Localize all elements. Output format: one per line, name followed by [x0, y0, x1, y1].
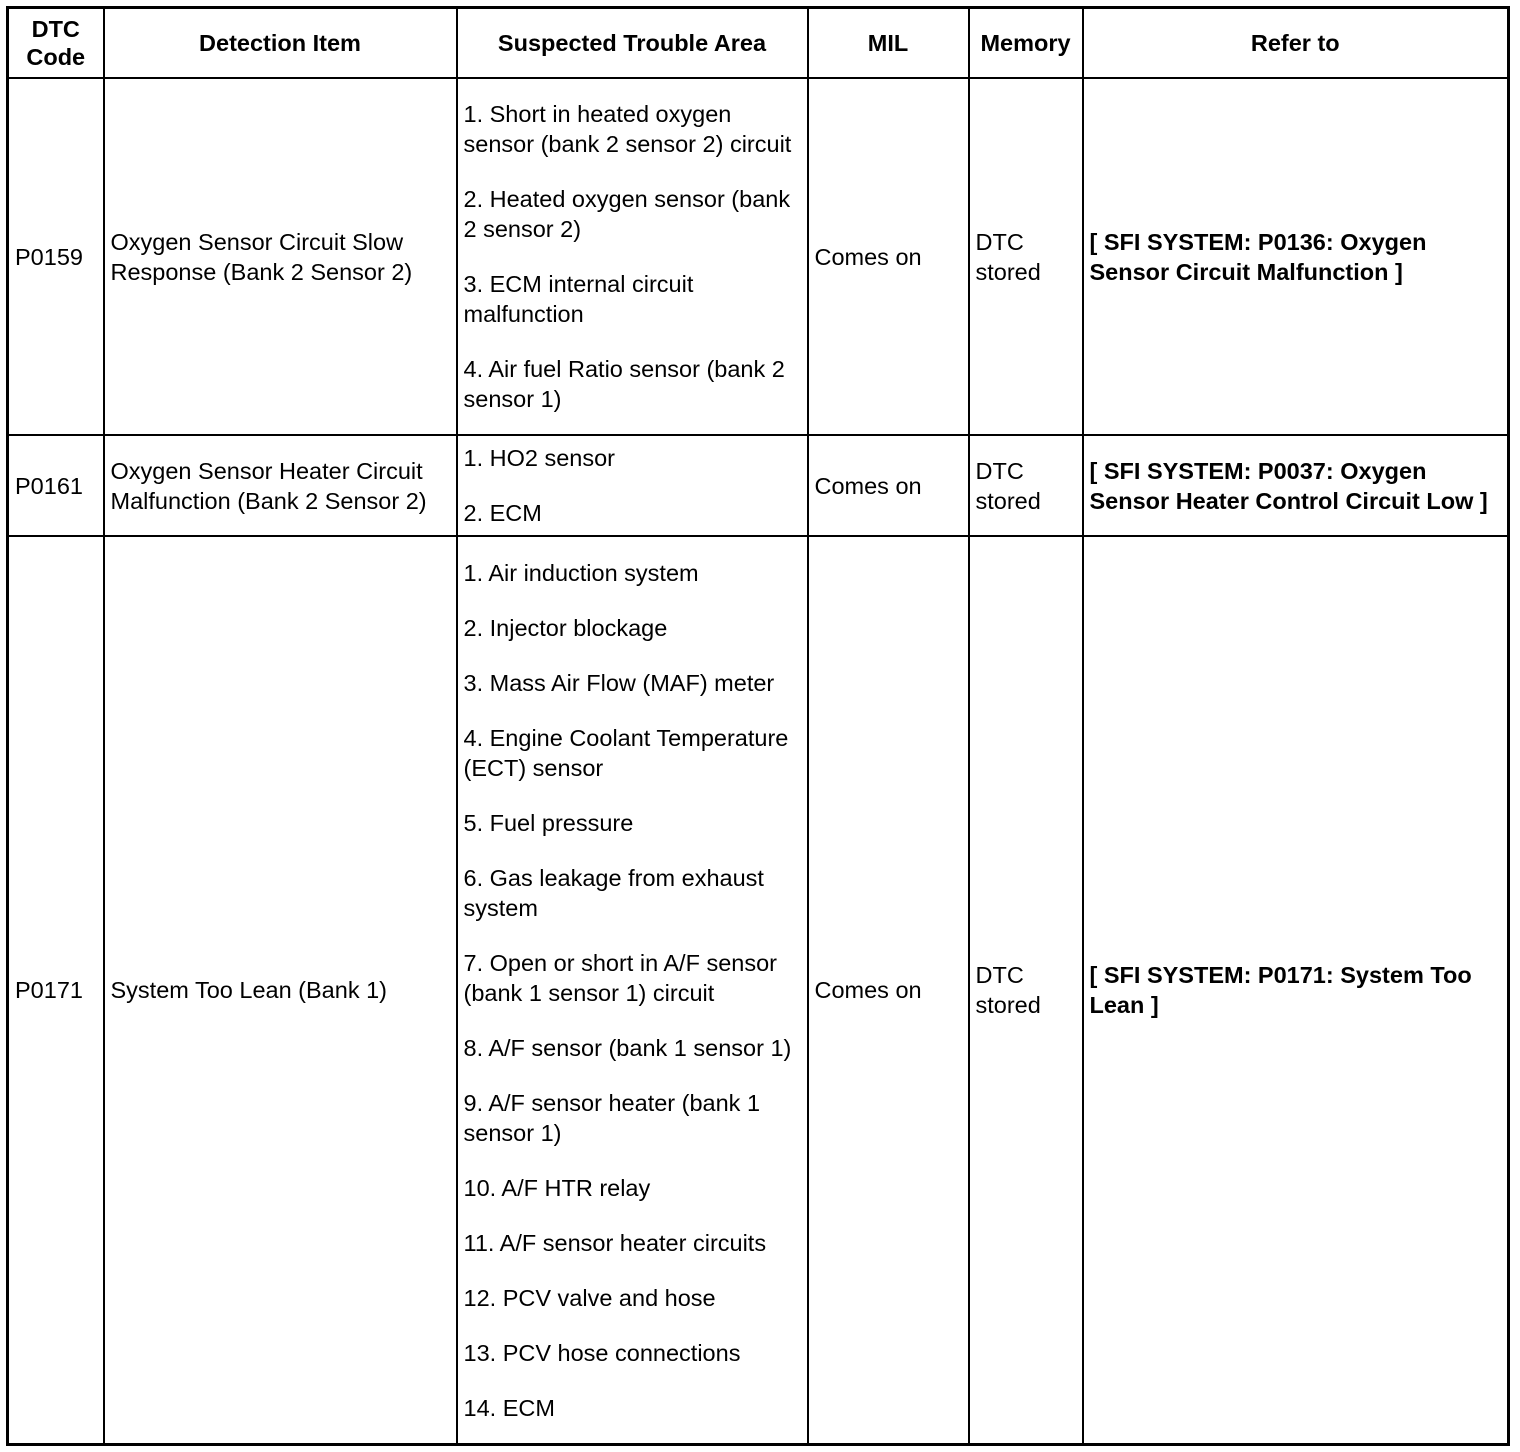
trouble-area-item: 5. Fuel pressure — [463, 809, 634, 836]
trouble-area-item: 9. A/F sensor heater (bank 1 sensor 1) — [463, 1089, 761, 1146]
detection-item-cell: Oxygen Sensor Heater Circuit Malfunction (Bank 2 Sensor 2) — [104, 435, 457, 536]
trouble-area-item: 4. Engine Coolant Temperature (ECT) sensor — [463, 724, 789, 781]
trouble-area-item: 3. ECM internal circuit malfunction — [463, 271, 694, 327]
dtc-table — [6, 6, 1510, 1446]
mil-cell: Comes on — [808, 536, 969, 1445]
mil-cell: Comes on — [808, 435, 969, 536]
refer-to-link[interactable]: [ SFI SYSTEM: P0037: Oxygen Sensor Heater Control Circuit Low ] — [1083, 435, 1509, 536]
trouble-area-item: 14. ECM — [463, 1394, 555, 1421]
table-row — [8, 536, 1509, 1445]
trouble-area-item: 1. Air induction system — [463, 559, 699, 586]
header-dtc-code: DTC Code — [8, 8, 104, 79]
mil-cell: Comes on — [808, 78, 969, 435]
trouble-area-item: 10. A/F HTR relay — [463, 1174, 651, 1201]
suspected-trouble-area-cell — [457, 536, 808, 1445]
trouble-area-item: 13. PCV hose connections — [463, 1339, 741, 1366]
header-refer-to: Refer to — [1083, 8, 1509, 79]
memory-cell: DTC stored — [969, 435, 1083, 536]
trouble-area-item: 3. Mass Air Flow (MAF) meter — [463, 669, 775, 696]
trouble-area-item: 1. Short in heated oxygen sensor (bank 2 sensor 2) circuit — [463, 101, 792, 157]
header-suspected-trouble-area: Suspected Trouble Area — [457, 8, 808, 79]
suspected-trouble-area-cell — [457, 78, 808, 435]
header-mil: MIL — [808, 8, 969, 79]
dtc-code-cell: P0161 — [8, 435, 104, 536]
detection-item-cell: Oxygen Sensor Circuit Slow Response (Bank 2 Sensor 2) — [104, 78, 457, 435]
header-memory: Memory — [969, 8, 1083, 79]
trouble-area-item: 2. Heated oxygen sensor (bank 2 sensor 2) — [463, 186, 791, 242]
trouble-area-item: 1. HO2 sensor — [463, 445, 616, 471]
table-row — [8, 435, 1509, 536]
trouble-area-item: 4. Air fuel Ratio sensor (bank 2 sensor 1) — [463, 356, 785, 412]
dtc-code-cell: P0159 — [8, 78, 104, 435]
trouble-area-item: 2. Injector blockage — [463, 614, 668, 641]
memory-cell: DTC stored — [969, 78, 1083, 435]
trouble-area-item: 6. Gas leakage from exhaust system — [463, 864, 764, 921]
header-detection-item: Detection Item — [104, 8, 457, 79]
table-row — [8, 78, 1509, 435]
trouble-area-item: 7. Open or short in A/F sensor (bank 1 sensor 1) circuit — [463, 949, 777, 1006]
refer-to-link[interactable]: [ SFI SYSTEM: P0136: Oxygen Sensor Circuit Malfunction ] — [1083, 78, 1509, 435]
detection-item-cell: System Too Lean (Bank 1) — [104, 536, 457, 1445]
refer-to-link[interactable]: [ SFI SYSTEM: P0171: System Too Lean ] — [1083, 536, 1509, 1445]
memory-cell: DTC stored — [969, 536, 1083, 1445]
suspected-trouble-area-cell — [457, 435, 808, 536]
trouble-area-item: 12. PCV valve and hose — [463, 1284, 716, 1311]
trouble-area-item: 11. A/F sensor heater circuits — [463, 1229, 767, 1256]
header-row — [8, 8, 1509, 79]
trouble-area-item: 8. A/F sensor (bank 1 sensor 1) — [463, 1034, 792, 1061]
trouble-area-item: 2. ECM — [463, 500, 542, 526]
dtc-code-cell: P0171 — [8, 536, 104, 1445]
